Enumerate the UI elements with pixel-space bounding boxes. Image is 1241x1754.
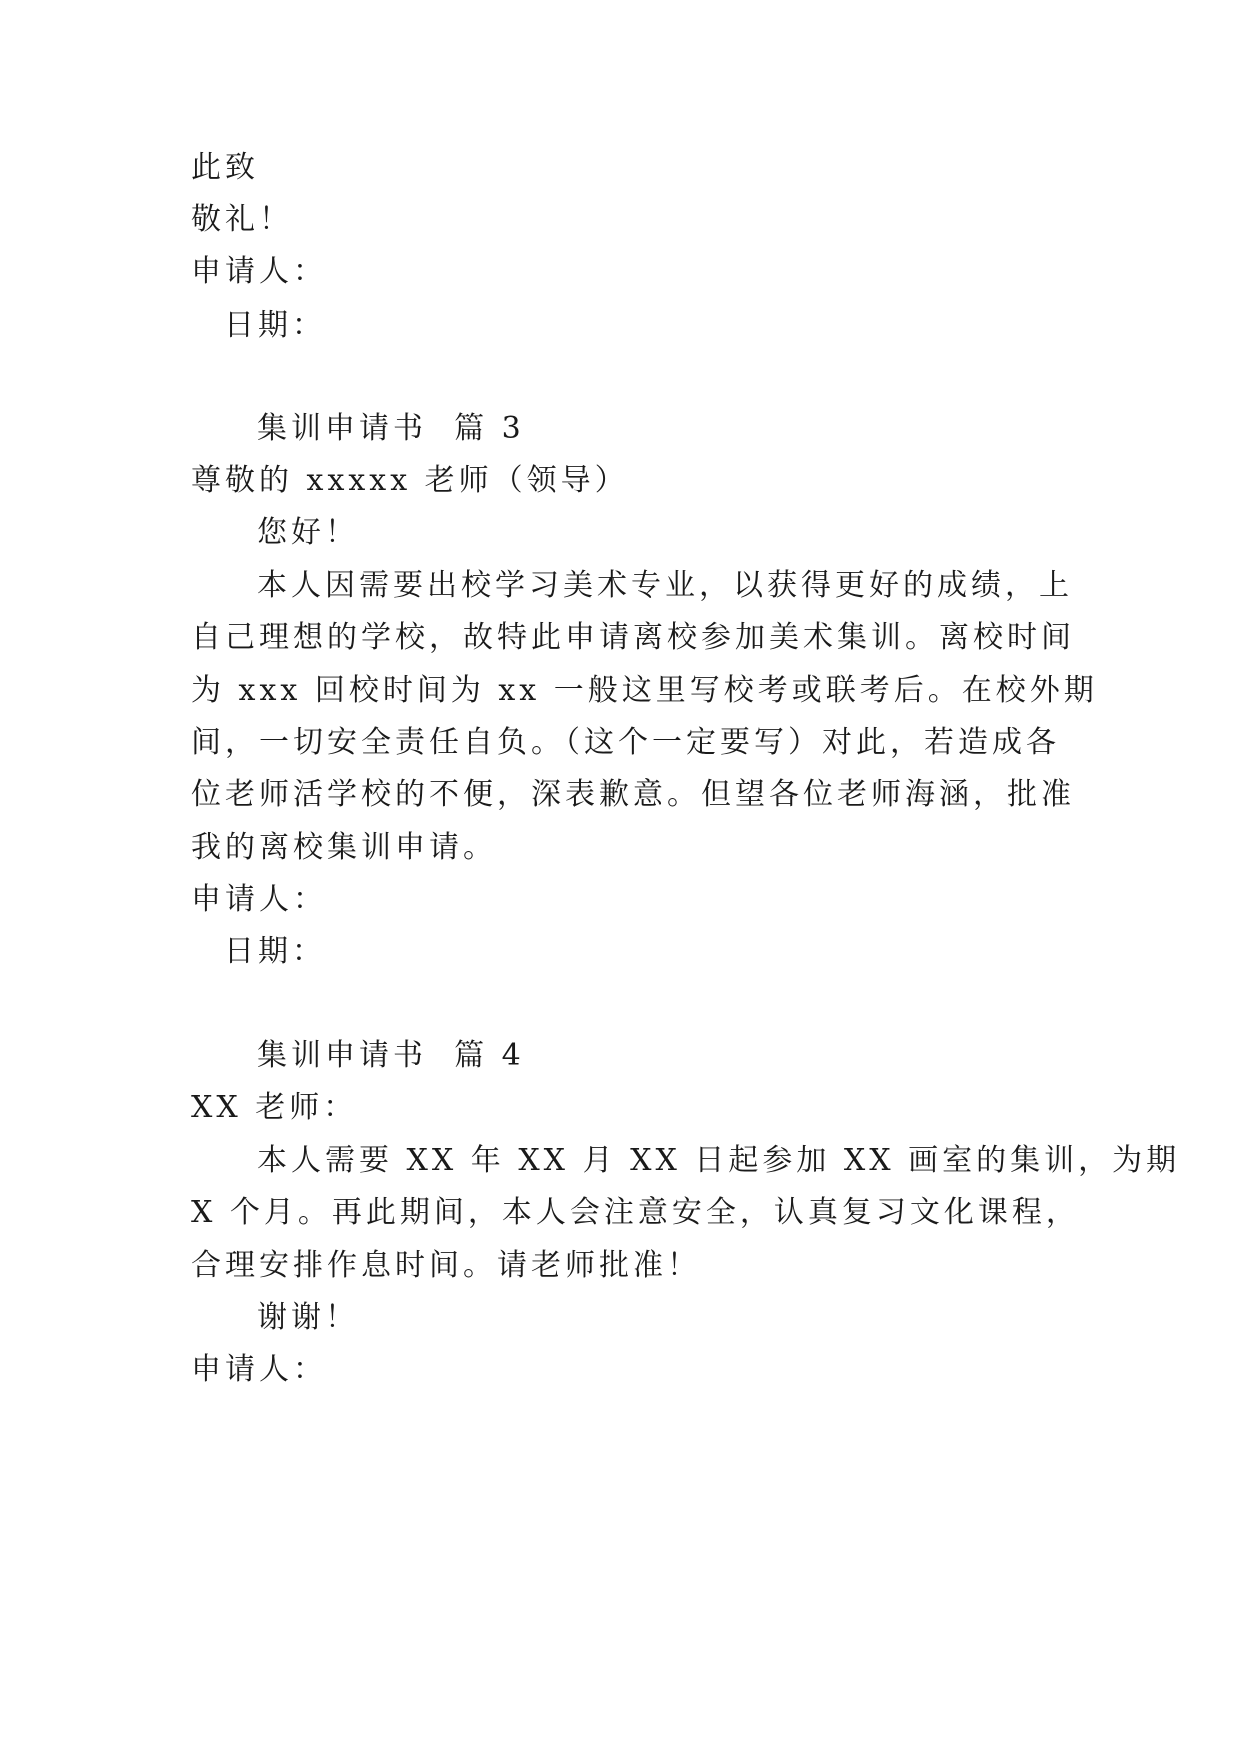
section3-body-line: 间，一切安全责任自负。（这个一定要写）对此，若造成各	[191, 725, 1060, 760]
section3-date-label: 日期：	[224, 934, 326, 969]
section3-greeting: 您好！	[257, 515, 359, 550]
section3-body-line: 位老师活学校的不便，深表歉意。但望各位老师海涵，批准	[191, 777, 1075, 812]
closing-respect: 敬礼！	[191, 202, 293, 237]
section3-applicant-label: 申请人：	[191, 882, 327, 917]
section4-thanks: 谢谢！	[257, 1300, 359, 1335]
applicant-label: 申请人：	[191, 254, 327, 289]
section4-applicant-label: 申请人：	[191, 1352, 327, 1387]
section3-body-line: 我的离校集训申请。	[191, 830, 497, 865]
section3-addressee: 尊敬的 xxxxx 老师（领导）	[191, 463, 629, 498]
section4-body-line: X 个月。再此期间，本人会注意安全，认真复习文化课程，	[191, 1195, 1080, 1230]
section3-body-line: 自己理想的学校，故特此申请离校参加美术集训。离校时间	[191, 620, 1075, 655]
section4-heading: 集训申请书 篇 4	[257, 1038, 525, 1073]
section4-body-line: 合理安排作息时间。请老师批准！	[191, 1248, 701, 1283]
section3-body-line: 本人因需要出校学习美术专业，以获得更好的成绩，上	[257, 568, 1073, 603]
closing-salutation: 此致	[191, 150, 259, 185]
section3-heading: 集训申请书 篇 3	[257, 411, 525, 446]
section3-body-line: 为 xxx 回校时间为 xx 一般这里写校考或联考后。在校外期	[191, 673, 1098, 708]
date-label: 日期：	[224, 308, 326, 343]
section4-body-line: 本人需要 XX 年 XX 月 XX 日起参加 XX 画室的集训，为期	[257, 1143, 1181, 1178]
section4-addressee: XX 老师：	[191, 1090, 358, 1125]
